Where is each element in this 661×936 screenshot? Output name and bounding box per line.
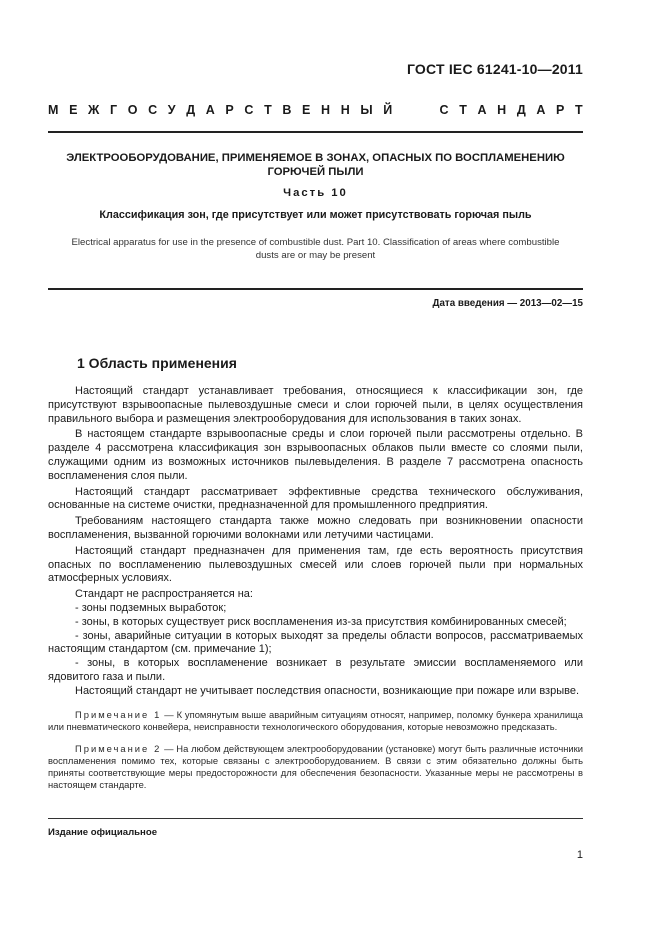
note-text: — К упомянутым выше аварийным ситуациям относят, например, поломку бункера хранилища или пневматического конвейера, неисправности технологического оборудования, которые невозможно предсказать.	[48, 708, 583, 732]
banner-letter: С	[244, 103, 254, 117]
page-number: 1	[576, 849, 583, 861]
english-title-line-2: dusts are or may be present	[255, 250, 376, 261]
banner-letter: Е	[302, 103, 311, 117]
list-item: - зоны, аварийные ситуации в которых выходят за пределы области вопросов, рассматриваемых настоящим стандартом (см. примечание 1);	[48, 629, 583, 656]
banner-letter: А	[477, 103, 487, 117]
list-item: - зоны, в которых существует риск воспламенения из-за присутствия комбинированных смесей;	[75, 615, 567, 628]
banner-letter: А	[205, 103, 215, 117]
top-rule	[48, 131, 583, 133]
part-label: Часть 10	[283, 187, 348, 199]
banner-letter: О	[127, 103, 138, 117]
list-item: - зоны подземных выработок;	[75, 601, 227, 614]
note-label: Примечание 2	[75, 742, 162, 754]
banner-letter: Р	[225, 103, 234, 117]
note-label: Примечание 1	[75, 708, 162, 720]
banner-letter: Е	[69, 103, 78, 117]
list-item: - зоны, в которых воспламенение возникает в результате эмиссии воспламеняемого или ядовитого газа и пыли.	[48, 657, 583, 683]
english-title	[48, 236, 583, 262]
document-title	[48, 151, 583, 179]
banner-letter: Н	[497, 103, 507, 117]
standard-number: ГОСТ IEC 61241-10—2011	[406, 61, 583, 77]
banner-letter: Т	[575, 103, 583, 117]
banner-letter: С	[439, 103, 449, 117]
paragraph: Настоящий стандарт рассматривает эффективные средства технического обслуживания, основанные на системе очистки, предназначенной для промышленного предприятия.	[48, 485, 583, 512]
banner-letter: Н	[321, 103, 331, 117]
english-title-line-1: Electrical apparatus for use in the presence of combustible dust. Part 10. Classification of areas where combustible	[71, 237, 560, 248]
title-line-2: ГОРЮЧЕЙ ПЫЛИ	[267, 166, 364, 178]
paragraph: Требованиям настоящего стандарта также можно следовать при возникновении опасности воспламенения, вызванной горючими волокнами или летучими частицами.	[48, 515, 583, 541]
official-edition-label: Издание официальное	[48, 827, 158, 838]
banner-letter: Р	[556, 103, 565, 117]
banner-letter: Ж	[88, 103, 100, 117]
middle-rule	[48, 288, 583, 290]
banner-word-gap	[403, 103, 429, 117]
banner-letter: Д	[186, 103, 196, 117]
banner-letter: Д	[516, 103, 526, 117]
banner-letter: Й	[383, 103, 393, 117]
introduction-date: Дата введения — 2013—02—15	[432, 298, 583, 309]
paragraph: Стандарт не распространяется на:	[75, 588, 253, 601]
banner-letter: С	[148, 103, 158, 117]
note-1	[48, 709, 583, 733]
banner-letter: В	[282, 103, 292, 117]
banner-letter: А	[536, 103, 546, 117]
banner-letter: Т	[264, 103, 272, 117]
interstate-standard-banner	[48, 103, 583, 117]
paragraph: Настоящий стандарт предназначен для применения там, где есть вероятность присутствия опасных по воспламенению пылевоздушных смесей или слоев горючей пыли при нормальных атмосферных условиях.	[48, 544, 583, 585]
section-body	[48, 385, 583, 793]
footer-rule	[48, 818, 583, 819]
banner-letter: Н	[340, 103, 350, 117]
paragraph: Настоящий стандарт устанавливает требования, относящиеся к классификации зон, где присутствуют взрывоопасные пылевоздушные смеси и слои горючей пыли, в целях осуществления правильного выбора и размещения электрооборудования для использования в таких зонах.	[48, 385, 583, 425]
banner-letter: Ы	[360, 103, 373, 117]
banner-letter: У	[167, 103, 176, 117]
banner-letter: М	[48, 103, 59, 117]
note-2	[48, 743, 583, 791]
paragraph: В настоящем стандарте взрывоопасные среды и слои горючей пыли рассмотрены отдельно. В разделе 4 рассмотрена классификация зон взрывоопасных облаков пыли вместе со слоями пыли, служащими одним из возможных источников пылевыделения. В разделе 7 рассмотрена опасность воспламенения слоя пыли.	[48, 428, 583, 482]
banner-letter: Т	[459, 103, 467, 117]
section-heading: 1 Область применения	[77, 355, 237, 371]
banner-letter: Г	[110, 103, 118, 117]
note-text: — На любом действующем электрооборудовании (установке) могут быть различные источники воспламенения помимо тех, которые связаны с электрооборудованием. В связи с этим обязательно должны быть приняты соответствующие меры предосторожности для обеспечения безопасности. Указанные меры не рассмотрены в настоящем стандарте.	[48, 742, 583, 790]
title-line-1: ЭЛЕКТРООБОРУДОВАНИЕ, ПРИМЕНЯЕМОЕ В ЗОНАХ, ОПАСНЫХ ПО ВОСПЛАМЕНЕНИЮ	[66, 152, 565, 164]
closing-paragraph: Настоящий стандарт не учитывает последствия опасности, возникающие при пожаре или взрыве.	[75, 684, 580, 697]
document-subtitle: Классификация зон, где присутствует или может присутствовать горючая пыль	[99, 209, 532, 221]
